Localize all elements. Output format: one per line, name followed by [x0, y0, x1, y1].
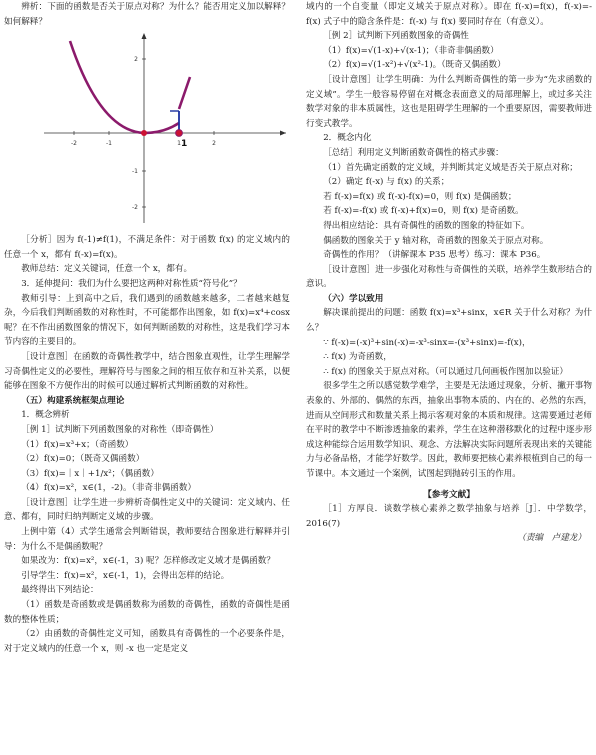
paragraph-3: 引导学生：f(x)=x²，x∈(-1，1)，会得出怎样的结论。 [21, 570, 230, 581]
section-5-heading: （五）构建系统框架点理论 [21, 395, 125, 406]
paragraph-2: 如果改为：f(x)=x²，x∈(-1，3) 呢？怎样修改定义域才是偶函数？ [21, 556, 275, 567]
step-2: （2）确定 f(-x) 与 f(x) 的关系； [323, 177, 450, 188]
example-1-item: （1）f(x)=x³+x；（奇函数） [21, 439, 134, 450]
proof-line-1: ∵ f(-x)=(-x)³+sin(-x)=-x³-sinx=-(x³+sinx)=-f(x)， [323, 337, 531, 348]
subheading-2: 2．概念内化 [323, 133, 372, 144]
left-column [4, 0, 290, 656]
design-intent-4: ［设计意图］进一步强化对称性与奇偶性的关联，培养学生数形结合的意识。 [306, 264, 592, 290]
continued-text: 域内的一个自变量（即定义域关于原点对称）。即在 f(-x)=f(x)，f(-x)=-f(x) 式子中的隐含条件是：f(-x) 与 f(x) 要同时存在（有意义）。 [306, 2, 592, 27]
x-tick-label: -2 [71, 140, 77, 148]
summary-steps-title: ［总结］利用定义判断函数奇偶性的格式步骤： [323, 147, 504, 158]
example-2-item: （2）f(x)=√(1-x²)+√(x²-1)。（既奇又偶函数） [323, 60, 506, 71]
y-tick-label: -2 [132, 204, 138, 212]
step-4: 偶函数的图象关于 y 轴对称，奇函数的图象关于原点对称。 [323, 235, 549, 246]
guide-text: 教师引导：上到高中之后，我们遇到的函数越来越多，二者越来越复杂，今后我们判断函数的对称性时，不可能都作出图象，如 f(x)=x⁴+cosx 呢？在不作出函数图象的情况下，如何判断函数的对称性，这是我们学习本节内容的主要目的。 [4, 293, 290, 348]
line-branch [179, 77, 190, 109]
subheading-1: 1．概念辨析 [21, 410, 70, 421]
solve-question: 解决课前提出的问题：函数 f(x)=x³+sinx，x∈R 关于什么对称？为什么？ [306, 308, 592, 334]
conclusion-2: （2）由函数的奇偶性定义可知，函数具有奇偶性的一个必要条件是，对于定义域内的任意一个 x，则 -x 也一定是定义 [4, 629, 290, 654]
design-intent-2: ［设计意图］让学生进一步辨析奇偶性定义中的关键词：定义域内、任意、都有，同时归纳判断定义域的步骤。 [4, 497, 290, 523]
x-tick-label: 1 [177, 140, 181, 148]
right-column [306, 0, 592, 546]
editor-credit: （责编 卢建龙） [517, 533, 586, 544]
example-1-item: （3）f(x)=｜x｜+1/x²；（偶函数） [21, 468, 159, 479]
parabola-curve [70, 41, 179, 133]
step-2a: 若 f(-x)=f(x) 或 f(-x)-f(x)=0，则 f(x) 是偶函数； [323, 191, 517, 202]
references-title: 【参考文献】 [423, 489, 475, 500]
x-tick-label: -1 [106, 140, 112, 148]
origin-point [141, 130, 147, 136]
example-1-item: （2）f(x)=0；（既奇又偶函数） [21, 454, 145, 465]
design-intent-1: ［设计意图］在函数的奇偶性教学中，结合图象直观性，让学生理解学习奇偶性定义的必要性，理解符号与图象之间的相互依存和互补关系，以便能够在图象不方便作出的时候可以通过解析式判断函数的对称性。 [4, 351, 290, 392]
y-tick-label: -1 [132, 168, 138, 176]
section-6-heading: （六）学以致用 [323, 293, 384, 304]
paragraph-4: 最终得出下列结论： [21, 585, 99, 596]
marker-point [176, 130, 183, 137]
analysis-text: ［分析］因为 f(-1)≠f(1)，不满足条件：对于函数 f(x) 的定义域内的任意一个 x，都有 f(-x)=f(x)。 [4, 235, 290, 260]
example-2-title: ［例 2］试判断下列函数图象的奇偶性 [323, 31, 469, 42]
reference-1: ［1］方厚良．谈数学核心素养之数学抽象与培养［J］．中学数学，2016(7) [306, 504, 592, 529]
proof-line-2: ∴ f(x) 为奇函数， [323, 352, 392, 363]
example-1-title: ［例 1］试判断下列函数图象的对称性（即奇偶性） [21, 424, 219, 435]
step-1: （1）首先确定函数的定义域，并判断其定义域是否关于原点对称； [323, 162, 578, 173]
summary-text: 教师总结：定义关键词，任意一个 x，都有。 [21, 264, 193, 275]
graph-svg [4, 31, 290, 227]
y-axis-arrow [142, 33, 147, 39]
y-tick-label: 2 [134, 56, 138, 64]
intro-text: 辨析：下面的函数是否关于原点对称？为什么？能否用定义加以解释？如何解释？ [4, 2, 290, 27]
step-3: 得出相应结论：具有奇偶性的函数的图象的特征如下。 [323, 220, 530, 231]
function-graph [4, 31, 290, 227]
paragraph-1: 上例中第（4）式学生通常会判断错误，教师要结合图象进行解释并引导：为什么不是偶函数呢？ [4, 527, 290, 552]
design-intent-3: ［设计意图］让学生明确：为什么判断奇偶性的第一步为“先求函数的定义域”。学生一般容易停留在对概念表面意义的局部理解上，或过多关注数学对象的非本质属性，这也是阻碍学生理解的一个重要原因，需要教师进行变式教学。 [306, 74, 592, 129]
step-2b: 若 f(-x)=-f(x) 或 f(-x)+f(x)=0，则 f(x) 是奇函数。 [323, 206, 524, 217]
item3-text: 3．延伸提问：我们为什么要把这两种对称性质“符号化”？ [21, 278, 242, 289]
marker-label: 1 [181, 139, 188, 150]
example-1-item: （4）f(x)=x²，x∈(1，-2)。（非奇非偶函数） [21, 483, 197, 494]
x-axis-arrow [280, 131, 286, 136]
example-2-item: （1）f(x)=√(1-x)+√(x-1)；（非奇非偶函数） [323, 45, 499, 56]
conclusion-1: （1）函数是奇函数或是偶函数称为函数的奇偶性，函数的奇偶性是函数的整体性质； [4, 600, 290, 625]
x-tick-label: 2 [212, 140, 216, 148]
closing-paragraph: 很多学生之所以感觉数学难学，主要是无法通过现象，分析、撇开事物表象的、外部的、偶然的东西，抽象出事物本质的、内在的、必然的东西，进而从空间形式和数量关系上揭示客观对象的本质和规律。这需要通过老师在平时的教学中不断渗透抽象的素养，学生在这种潜移默化的过程中逐步形成这种能综合运用数学知识、观念、方法解决实际问题所表现出来的关键能力与必备品格，才能学好数学。因此，教师要把核心素养根植到自己的每一节课中。本文通过一个案例，试图起到抛砖引玉的作用。 [306, 381, 592, 479]
proof-line-3: ∴ f(x) 的图象关于原点对称。（可以通过几何画板作图加以验证） [323, 366, 568, 377]
step-5: 奇偶性的作用？（讲解课本 P35 思考）练习：课本 P36。 [323, 250, 546, 261]
